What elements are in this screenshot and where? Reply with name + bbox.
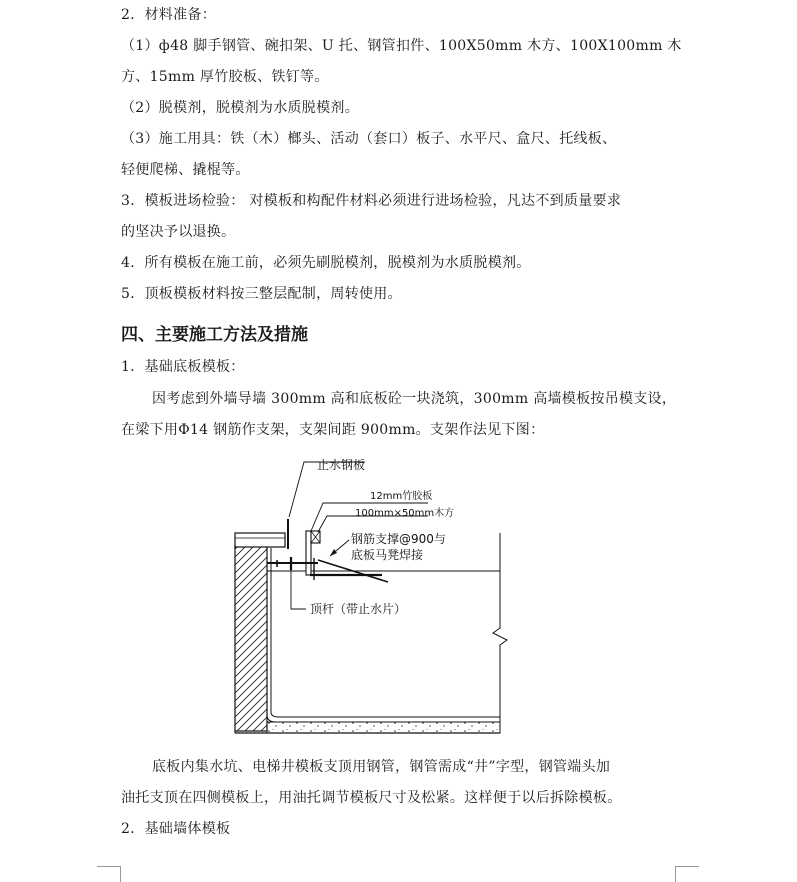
text-line: 5．顶板模板材料按三整层配制，周转使用。 — [121, 286, 402, 302]
text-line: 2．材料准备： — [121, 7, 217, 23]
crop-mark-left — [120, 866, 121, 882]
label-waterstop: 止水钢板 — [317, 458, 366, 472]
text-line: 1．基础底板模板： — [121, 359, 245, 375]
waterproof-layer — [267, 548, 500, 722]
text-line: 轻便爬梯、撬棍等。 — [121, 162, 250, 178]
text-line: 油托支顶在四侧模板上，用油托调节模板尺寸及松紧。这样便于以后拆除模板。 — [121, 790, 622, 806]
text-line: 在梁下用Φ14 钢筋作支架，支架间距 900mm。支架作法见下图： — [121, 422, 545, 438]
label-timber: 100mm×50mm木方 — [355, 508, 455, 519]
label-rebar-1: 钢筋支撑@900与 — [351, 532, 446, 546]
outer-wall — [235, 545, 267, 731]
crop-mark-left — [97, 866, 121, 867]
section-heading: 四、主要施工方法及措施 — [121, 325, 308, 345]
label-bamboo-board: 12mm竹胶板 — [370, 491, 433, 502]
label-rebar-2: 底板马凳焊接 — [351, 548, 424, 562]
label-tie-bolt: 顶杆（带止水片） — [310, 602, 407, 616]
text-line: 的坚决予以退换。 — [121, 224, 236, 240]
text-line: 因考虑到外墙导墙 300mm 高和底板砼一块浇筑，300mm 高墙模板按吊模支设， — [152, 391, 677, 407]
crop-mark-right — [675, 866, 676, 882]
crop-mark-right — [675, 866, 699, 867]
text-line: 3．模板进场检验： 对模板和构配件材料必须进行进场检验，凡达不到质量要求 — [121, 193, 622, 209]
waterstop-plate — [287, 519, 289, 549]
text-line: 2．基础墙体模板 — [121, 821, 231, 837]
bamboo-board — [306, 531, 311, 575]
text-line: 底板内集水坑、电梯井模板支顶用钢管，钢管需成“井”字型，钢管端头加 — [152, 759, 611, 775]
text-line: （2）脱模剂，脱模剂为水质脱模剂。 — [121, 100, 360, 116]
guide-wall-top — [235, 533, 285, 547]
break-line — [493, 533, 507, 733]
text-line: （1）ф48 脚手钢管、碗扣架、U 托、钢管扣件、100X50mm 木方、100X100mm 木 — [121, 38, 682, 54]
base-slab — [267, 722, 500, 733]
text-line: （3）施工用具：铁（木）榔头、活动（套口）板子、水平尺、盒尺、托线板、 — [121, 131, 617, 147]
text-line: 4．所有模板在施工前，必须先刷脱模剂，脱模剂为水质脱模剂。 — [121, 255, 531, 271]
text-line: 方、15mm 厚竹胶板、铁钉等。 — [121, 69, 329, 85]
